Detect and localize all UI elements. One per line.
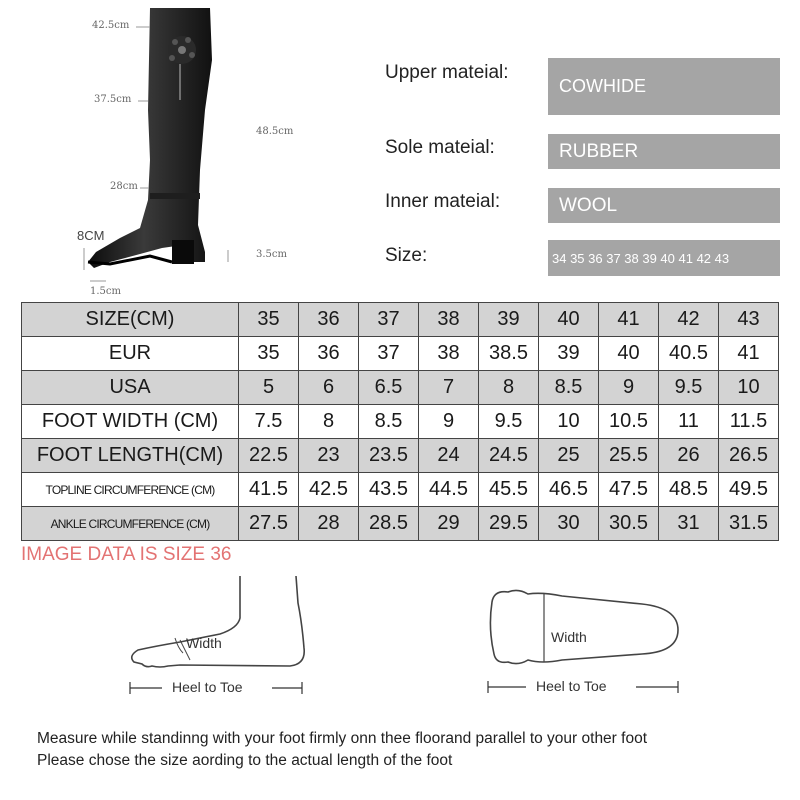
table-cell: 29.5 — [479, 507, 539, 541]
table-cell: 41 — [599, 303, 659, 337]
table-cell: 31 — [659, 507, 719, 541]
table-cell: 7.5 — [239, 405, 299, 439]
table-cell: 38 — [419, 303, 479, 337]
row-header: SIZE(CM) — [22, 303, 239, 337]
table-cell: 24.5 — [479, 439, 539, 473]
size-label: Size: — [385, 245, 428, 266]
size-range-text: 34 35 36 37 38 39 40 41 42 43 — [552, 250, 730, 266]
table-cell: 10 — [539, 405, 599, 439]
table-cell: 23 — [299, 439, 359, 473]
table-cell: 47.5 — [599, 473, 659, 507]
table-cell: 25 — [539, 439, 599, 473]
table-cell: 38 — [419, 337, 479, 371]
table-cell: 25.5 — [599, 439, 659, 473]
table-cell: 39 — [539, 337, 599, 371]
table-cell: 24 — [419, 439, 479, 473]
sole-material-label: Sole mateial: — [385, 137, 495, 158]
row-header: USA — [22, 371, 239, 405]
foot-top-width-label: Width — [551, 629, 587, 645]
table-cell: 9.5 — [659, 371, 719, 405]
table-cell: 46.5 — [539, 473, 599, 507]
table-cell: 8 — [479, 371, 539, 405]
table-cell: 37 — [359, 303, 419, 337]
table-row — [22, 507, 779, 541]
row-header: TOPLINE CIRCUMFERENCE (CM) — [22, 473, 239, 507]
sole-material-value — [548, 134, 780, 169]
table-cell: 36 — [299, 337, 359, 371]
heel-height-dimension: 8CM — [77, 228, 105, 243]
table-cell: 44.5 — [419, 473, 479, 507]
row-header: EUR — [22, 337, 239, 371]
upper-material-text: COWHIDE — [559, 76, 646, 96]
upper-material-value — [548, 58, 780, 115]
size-range-value — [548, 240, 780, 276]
table-cell: 11 — [659, 405, 719, 439]
table-cell: 10.5 — [599, 405, 659, 439]
table-cell: 36 — [299, 303, 359, 337]
image-data-note: IMAGE DATA IS SIZE 36 — [21, 544, 232, 565]
table-cell: 40 — [539, 303, 599, 337]
size-chart-body — [22, 303, 779, 541]
row-header: FOOT WIDTH (CM) — [22, 405, 239, 439]
table-cell: 23.5 — [359, 439, 419, 473]
table-cell: 9.5 — [479, 405, 539, 439]
table-cell: 8.5 — [539, 371, 599, 405]
inner-material-text: WOOL — [559, 194, 618, 216]
size-chart-table — [21, 302, 779, 541]
platform-dimension: 1.5cm — [90, 286, 121, 297]
table-cell: 7 — [419, 371, 479, 405]
table-cell: 10 — [719, 371, 779, 405]
foot-top-length-label: Heel to Toe — [536, 678, 607, 694]
table-cell: 6 — [299, 371, 359, 405]
table-cell: 35 — [239, 337, 299, 371]
table-cell: 48.5 — [659, 473, 719, 507]
table-cell: 41 — [719, 337, 779, 371]
table-cell: 49.5 — [719, 473, 779, 507]
table-cell: 30.5 — [599, 507, 659, 541]
table-cell: 6.5 — [359, 371, 419, 405]
foot-side-diagram — [120, 568, 320, 708]
table-row — [22, 473, 779, 507]
table-cell: 30 — [539, 507, 599, 541]
table-cell: 31.5 — [719, 507, 779, 541]
table-cell: 9 — [599, 371, 659, 405]
row-header: FOOT LENGTH(CM) — [22, 439, 239, 473]
table-cell: 22.5 — [239, 439, 299, 473]
foot-side-width-label: Width — [186, 635, 222, 651]
table-cell: 29 — [419, 507, 479, 541]
shaft-height-dimension: 48.5cm — [256, 126, 294, 137]
table-cell: 40.5 — [659, 337, 719, 371]
table-cell: 8 — [299, 405, 359, 439]
table-cell: 26.5 — [719, 439, 779, 473]
table-cell: 8.5 — [359, 405, 419, 439]
table-row — [22, 303, 779, 337]
foot-side-length-label: Heel to Toe — [172, 679, 243, 695]
table-cell: 45.5 — [479, 473, 539, 507]
calf-dimension: 37.5cm — [94, 94, 132, 105]
table-cell: 5 — [239, 371, 299, 405]
table-cell: 42.5 — [299, 473, 359, 507]
table-cell: 27.5 — [239, 507, 299, 541]
table-cell: 41.5 — [239, 473, 299, 507]
table-row — [22, 439, 779, 473]
ankle-dimension: 28cm — [110, 181, 138, 192]
table-cell: 43.5 — [359, 473, 419, 507]
foot-top-diagram — [482, 580, 692, 710]
upper-material-label: Upper mateial: — [385, 62, 509, 83]
table-cell: 40 — [599, 337, 659, 371]
row-header: ANKLE CIRCUMFERENCE (CM) — [22, 507, 239, 541]
sole-material-text: RUBBER — [559, 140, 639, 162]
table-cell: 37 — [359, 337, 419, 371]
table-cell: 35 — [239, 303, 299, 337]
table-cell: 28.5 — [359, 507, 419, 541]
measure-instruction: Measure while standinng with your foot firmly onn thee floorand parallel to your other foot — [37, 730, 648, 747]
inner-material-label: Inner mateial: — [385, 191, 501, 212]
table-cell: 9 — [419, 405, 479, 439]
table-cell: 39 — [479, 303, 539, 337]
heel-dimension: 3.5cm — [256, 249, 287, 260]
table-row — [22, 337, 779, 371]
table-cell: 26 — [659, 439, 719, 473]
size-instruction: Please chose the size aording to the actual length of the foot — [37, 752, 453, 769]
table-cell: 11.5 — [719, 405, 779, 439]
topline-dimension: 42.5cm — [92, 20, 130, 31]
table-cell: 43 — [719, 303, 779, 337]
table-cell: 28 — [299, 507, 359, 541]
table-cell: 42 — [659, 303, 719, 337]
table-cell: 38.5 — [479, 337, 539, 371]
inner-material-value — [548, 188, 780, 223]
boot-illustration — [0, 0, 330, 300]
table-row — [22, 405, 779, 439]
table-row — [22, 371, 779, 405]
